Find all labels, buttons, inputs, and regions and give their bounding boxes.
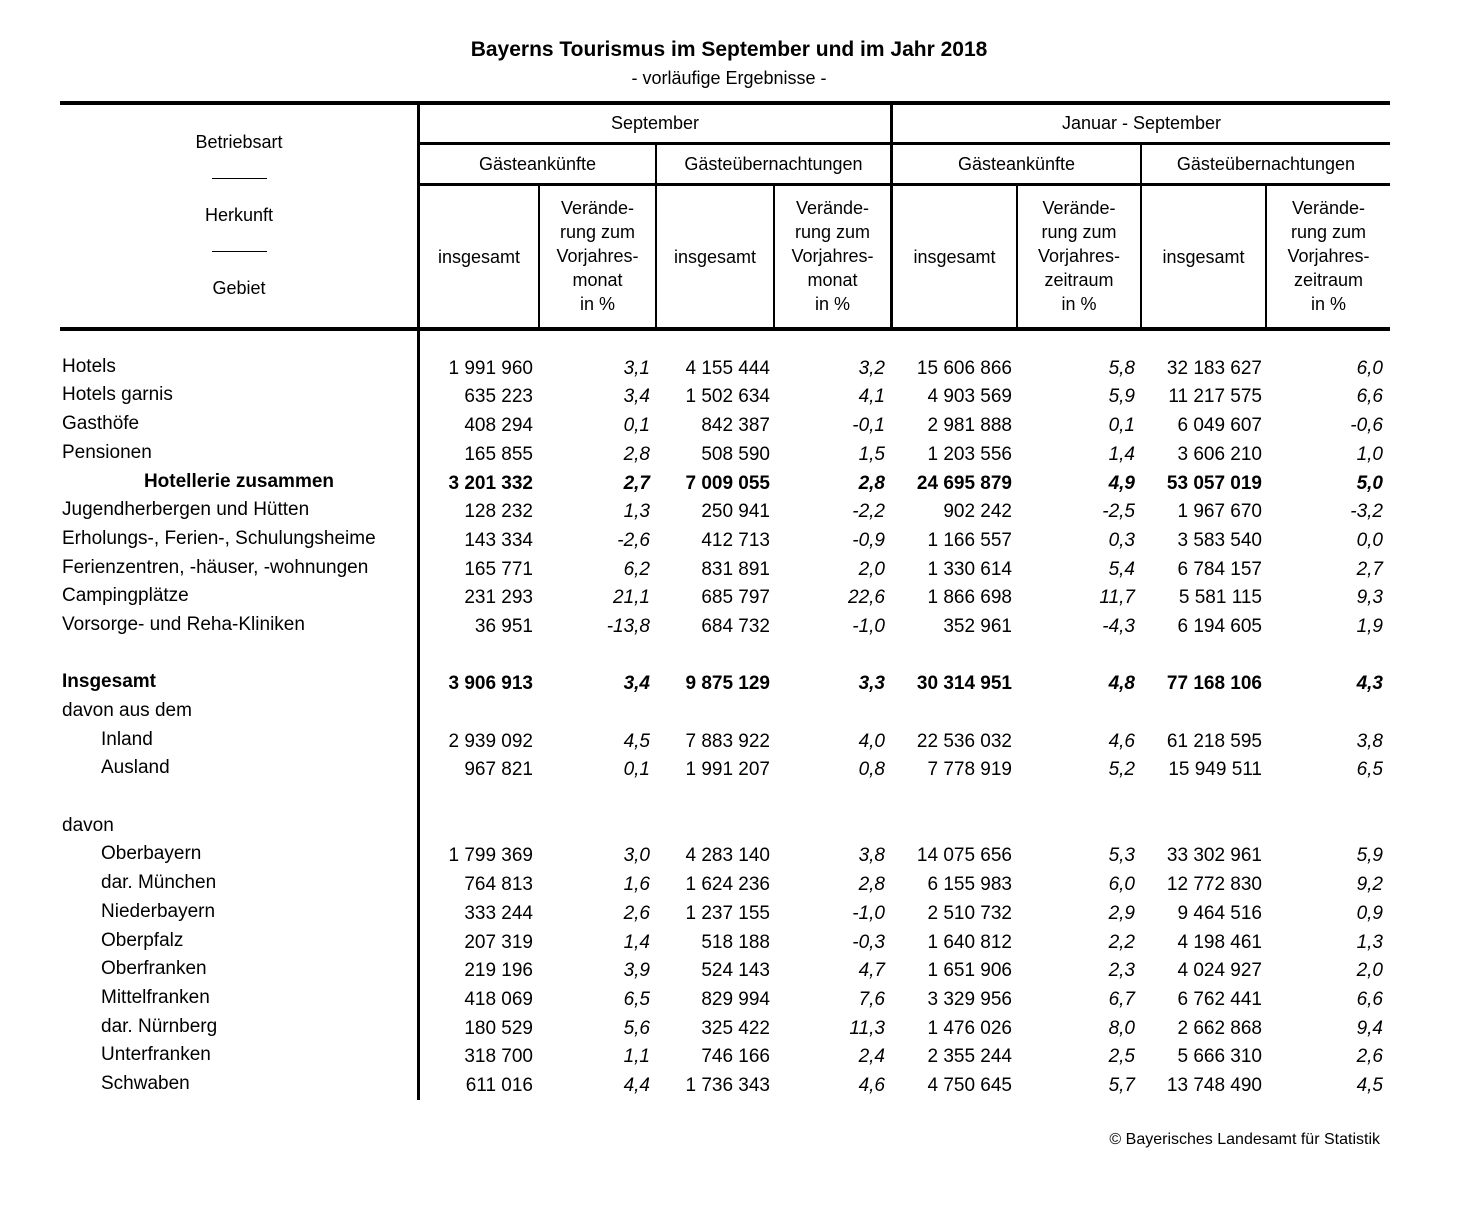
row-label: dar. München xyxy=(101,872,217,893)
total-cell: 24 695 879 xyxy=(916,473,1012,494)
stub-header-herkunft: Herkunft xyxy=(204,205,274,225)
change-cell: 3,9 xyxy=(623,960,650,981)
total-cell: 1 991 207 xyxy=(685,759,770,780)
total-cell: 143 334 xyxy=(464,530,533,551)
change-cell: 5,4 xyxy=(1108,559,1135,580)
total-cell: 33 302 961 xyxy=(1166,845,1262,866)
change-cell: 1,9 xyxy=(1356,616,1383,637)
change-cell: 2,8 xyxy=(858,473,885,494)
change-cell: 3,4 xyxy=(623,673,650,694)
total-cell: 14 075 656 xyxy=(916,845,1012,866)
total-cell: 9 464 516 xyxy=(1177,903,1262,924)
col-header-total-2: insgesamt xyxy=(673,247,757,267)
change-cell: 2,7 xyxy=(1356,559,1383,580)
change-cell: 3,3 xyxy=(858,673,885,694)
total-cell: 967 821 xyxy=(464,759,533,780)
row-label: Jugendherbergen und Hütten xyxy=(62,499,310,520)
change-cell: 0,8 xyxy=(858,759,885,780)
change-cell: 6,7 xyxy=(1108,989,1135,1010)
change-cell: 9,2 xyxy=(1356,874,1383,895)
row-label: Oberpfalz xyxy=(101,930,184,951)
total-cell: 11 217 575 xyxy=(1168,386,1262,407)
row-label: Hotellerie zusammen xyxy=(143,471,335,492)
table-row xyxy=(60,442,1390,468)
row-label: Niederbayern xyxy=(101,901,216,922)
row-label: dar. Nürnberg xyxy=(101,1016,218,1037)
total-cell: 4 155 444 xyxy=(685,358,770,379)
total-cell: 418 069 xyxy=(464,989,533,1010)
change-cell: 2,3 xyxy=(1108,960,1135,981)
change-cell: 1,0 xyxy=(1356,444,1383,465)
change-cell: 1,3 xyxy=(623,501,650,522)
row-label: davon aus dem xyxy=(62,700,192,721)
total-cell: 1 203 556 xyxy=(927,444,1012,465)
change-cell: 2,6 xyxy=(1356,1046,1383,1067)
change-cell: 5,0 xyxy=(1356,473,1383,494)
change-cell: 4,1 xyxy=(858,386,885,407)
change-cell: 6,6 xyxy=(1356,989,1383,1010)
total-cell: 6 784 157 xyxy=(1177,559,1262,580)
change-cell: 1,5 xyxy=(858,444,885,465)
total-cell: 1 237 155 xyxy=(685,903,770,924)
total-cell: 6 049 607 xyxy=(1177,415,1262,436)
row-label: Inland xyxy=(101,729,153,750)
change-cell: 6,5 xyxy=(1356,759,1383,780)
total-cell: 15 606 866 xyxy=(916,358,1012,379)
change-cell: 4,3 xyxy=(1356,673,1383,694)
table-row xyxy=(60,700,1390,726)
change-cell: 1,6 xyxy=(623,874,650,895)
change-cell: 5,8 xyxy=(1108,358,1135,379)
row-label: Gasthöfe xyxy=(62,413,140,434)
period-header-september: September xyxy=(610,113,700,133)
table-row xyxy=(60,671,1390,697)
change-cell: 22,6 xyxy=(848,587,885,608)
total-cell: 165 771 xyxy=(464,559,533,580)
total-cell: 4 750 645 xyxy=(927,1075,1012,1096)
total-cell: 352 961 xyxy=(943,616,1012,637)
change-cell: 1,3 xyxy=(1356,932,1383,953)
total-cell: 842 387 xyxy=(701,415,770,436)
row-label: Hotels xyxy=(62,356,116,377)
change-cell: -4,3 xyxy=(1102,616,1135,637)
change-cell: 1,1 xyxy=(623,1046,650,1067)
change-cell: 2,9 xyxy=(1108,903,1135,924)
change-cell: 6,2 xyxy=(623,559,650,580)
total-cell: 61 218 595 xyxy=(1166,731,1262,752)
table-row xyxy=(60,958,1390,984)
change-cell: 3,8 xyxy=(858,845,885,866)
total-cell: 36 951 xyxy=(474,616,533,637)
header-bottom-rule xyxy=(60,327,1390,331)
change-cell: 2,0 xyxy=(1356,960,1383,981)
table-row xyxy=(60,901,1390,927)
total-cell: 219 196 xyxy=(464,960,533,981)
stub-header-betriebsart: Betriebsart xyxy=(195,132,283,152)
table-row xyxy=(60,499,1390,525)
table-row xyxy=(60,872,1390,898)
total-cell: 318 700 xyxy=(464,1046,533,1067)
table-row xyxy=(60,843,1390,869)
change-cell: 2,4 xyxy=(858,1046,885,1067)
change-cell: 4,4 xyxy=(623,1075,650,1096)
group-header-nights-sep: Gästeübernachtungen xyxy=(684,154,863,174)
total-cell: 7 778 919 xyxy=(927,759,1012,780)
change-cell: -2,5 xyxy=(1102,501,1135,522)
col-header-change-3: Verände- rung zum Vorjahres- zeitraum in % xyxy=(1037,198,1121,314)
total-cell: 333 244 xyxy=(464,903,533,924)
row-label: Erholungs-, Ferien-, Schulungsheime xyxy=(62,528,376,549)
group-header-arrivals-sep: Gästeankünfte xyxy=(478,154,597,174)
change-cell: 0,9 xyxy=(1356,903,1383,924)
total-cell: 6 762 441 xyxy=(1177,989,1262,1010)
stub-separator-2 xyxy=(212,251,267,252)
total-cell: 325 422 xyxy=(701,1018,770,1039)
change-cell: 0,1 xyxy=(1108,415,1135,436)
total-cell: 231 293 xyxy=(464,587,533,608)
change-cell: 11,7 xyxy=(1099,587,1135,608)
total-cell: 3 201 332 xyxy=(448,473,533,494)
row-label: Hotels garnis xyxy=(62,384,173,405)
change-cell: 4,5 xyxy=(1356,1075,1383,1096)
change-cell: 11,3 xyxy=(849,1018,885,1039)
table-row xyxy=(60,528,1390,554)
change-cell: 6,6 xyxy=(1356,386,1383,407)
col-header-total-3: insgesamt xyxy=(913,247,996,267)
change-cell: -0,3 xyxy=(852,932,885,953)
change-cell: 5,7 xyxy=(1108,1075,1135,1096)
total-cell: 611 016 xyxy=(465,1075,533,1096)
change-cell: 3,2 xyxy=(858,358,885,379)
total-cell: 524 143 xyxy=(701,960,770,981)
table-row xyxy=(60,1016,1390,1042)
total-cell: 12 772 830 xyxy=(1166,874,1262,895)
table-row xyxy=(60,585,1390,611)
table-row xyxy=(60,356,1390,382)
total-cell: 508 590 xyxy=(701,444,770,465)
group-rule xyxy=(420,183,1390,186)
row-label: Ferienzentren, -häuser, -wohnungen xyxy=(62,557,369,578)
change-cell: 21,1 xyxy=(613,587,650,608)
total-cell: 2 510 732 xyxy=(927,903,1012,924)
total-cell: 13 748 490 xyxy=(1166,1075,1262,1096)
change-cell: 6,5 xyxy=(623,989,650,1010)
period-header-jan-sep: Januar - September xyxy=(1061,113,1222,133)
change-cell: 5,3 xyxy=(1108,845,1135,866)
row-label: Mittelfranken xyxy=(101,987,210,1008)
total-cell: 1 651 906 xyxy=(927,960,1012,981)
total-cell: 3 606 210 xyxy=(1177,444,1262,465)
total-cell: 4 283 140 xyxy=(685,845,770,866)
total-cell: 685 797 xyxy=(701,587,770,608)
table-row xyxy=(60,471,1390,497)
total-cell: 1 640 812 xyxy=(927,932,1012,953)
change-cell: 5,2 xyxy=(1108,759,1135,780)
change-cell: -0,6 xyxy=(1350,415,1383,436)
total-cell: 15 949 511 xyxy=(1168,759,1262,780)
change-cell: -0,9 xyxy=(852,530,885,551)
total-cell: 1 476 026 xyxy=(927,1018,1012,1039)
total-cell: 408 294 xyxy=(464,415,533,436)
change-cell: 2,0 xyxy=(858,559,885,580)
total-cell: 2 662 868 xyxy=(1177,1018,1262,1039)
table-row xyxy=(60,729,1390,755)
group-header-nights-ytd: Gästeübernachtungen xyxy=(1176,154,1356,174)
change-cell: 0,1 xyxy=(623,759,650,780)
total-cell: 1 166 557 xyxy=(927,530,1012,551)
change-cell: 3,8 xyxy=(1356,731,1383,752)
stub-header-gebiet: Gebiet xyxy=(212,278,266,298)
change-cell: 2,7 xyxy=(623,473,650,494)
col-header-total-1: insgesamt xyxy=(437,247,521,267)
total-cell: 4 903 569 xyxy=(927,386,1012,407)
total-cell: 829 994 xyxy=(701,989,770,1010)
total-cell: 250 941 xyxy=(701,501,770,522)
row-label: Oberbayern xyxy=(101,843,202,864)
change-cell: 3,1 xyxy=(623,358,650,379)
stub-separator-1 xyxy=(212,178,267,179)
col-header-change-2: Verände- rung zum Vorjahres- monat in % xyxy=(791,198,874,314)
row-label: Unterfranken xyxy=(101,1044,211,1065)
change-cell: 5,9 xyxy=(1108,386,1135,407)
change-cell: -0,1 xyxy=(852,415,885,436)
copyright-footer: © Bayerisches Landesamt für Statistik xyxy=(1109,1131,1380,1148)
change-cell: 9,3 xyxy=(1356,587,1383,608)
change-cell: 7,6 xyxy=(858,989,885,1010)
table-row xyxy=(60,930,1390,956)
total-cell: 165 855 xyxy=(464,444,533,465)
total-cell: 128 232 xyxy=(464,501,533,522)
change-cell: 4,5 xyxy=(623,731,650,752)
total-cell: 6 155 983 xyxy=(927,874,1012,895)
total-cell: 635 223 xyxy=(464,386,533,407)
change-cell: 0,3 xyxy=(1108,530,1135,551)
change-cell: 3,4 xyxy=(623,386,650,407)
total-cell: 746 166 xyxy=(701,1046,770,1067)
total-cell: 4 198 461 xyxy=(1177,932,1262,953)
total-cell: 7 009 055 xyxy=(685,473,770,494)
total-cell: 2 355 244 xyxy=(927,1046,1012,1067)
total-cell: 3 583 540 xyxy=(1177,530,1262,551)
table-row xyxy=(60,987,1390,1013)
change-cell: 8,0 xyxy=(1108,1018,1135,1039)
total-cell: 4 024 927 xyxy=(1177,960,1262,981)
change-cell: 1,4 xyxy=(1108,444,1135,465)
table-row xyxy=(60,1073,1390,1099)
change-cell: 6,0 xyxy=(1356,358,1383,379)
total-cell: 22 536 032 xyxy=(916,731,1012,752)
page-subtitle: - vorläufige Ergebnisse - xyxy=(631,68,827,88)
total-cell: 2 939 092 xyxy=(448,731,533,752)
row-label: Ausland xyxy=(101,757,170,778)
total-cell: 1 967 670 xyxy=(1177,501,1262,522)
period-rule xyxy=(420,142,1390,145)
row-label: Pensionen xyxy=(62,442,152,463)
change-cell: 4,6 xyxy=(858,1075,885,1096)
change-cell: 6,0 xyxy=(1108,874,1135,895)
table-row xyxy=(60,757,1390,783)
change-cell: 5,9 xyxy=(1356,845,1383,866)
table-row xyxy=(60,557,1390,583)
total-cell: 9 875 129 xyxy=(685,673,770,694)
change-cell: 4,8 xyxy=(1108,673,1135,694)
period-divider xyxy=(890,101,893,331)
change-cell: 1,4 xyxy=(623,932,650,953)
change-cell: 9,4 xyxy=(1356,1018,1383,1039)
total-cell: 1 502 634 xyxy=(685,386,770,407)
total-cell: 831 891 xyxy=(701,559,770,580)
total-cell: 6 194 605 xyxy=(1177,616,1262,637)
change-cell: 3,0 xyxy=(623,845,650,866)
total-cell: 2 981 888 xyxy=(927,415,1012,436)
table-top-rule xyxy=(60,101,1390,105)
total-cell: 3 329 956 xyxy=(927,989,1012,1010)
row-label: Insgesamt xyxy=(62,671,156,692)
change-cell: 0,0 xyxy=(1356,530,1383,551)
group-header-arrivals-ytd: Gästeankünfte xyxy=(957,154,1076,174)
change-cell: 4,9 xyxy=(1108,473,1135,494)
change-cell: 0,1 xyxy=(623,415,650,436)
total-cell: 412 713 xyxy=(701,530,770,551)
page-title: Bayerns Tourismus im September und im Jahr 2018 xyxy=(470,38,988,61)
total-cell: 180 529 xyxy=(464,1018,533,1039)
row-label: Oberfranken xyxy=(101,958,207,979)
total-cell: 1 799 369 xyxy=(448,845,533,866)
col-header-change-4: Verände- rung zum Vorjahres- zeitraum in % xyxy=(1287,198,1370,314)
row-label: Campingplätze xyxy=(62,585,189,606)
total-cell: 1 736 343 xyxy=(685,1075,770,1096)
total-cell: 518 188 xyxy=(701,932,770,953)
total-cell: 77 168 106 xyxy=(1166,673,1262,694)
change-cell: 2,8 xyxy=(623,444,650,465)
change-cell: 5,6 xyxy=(623,1018,650,1039)
change-cell: -2,2 xyxy=(852,501,885,522)
change-cell: 2,5 xyxy=(1108,1046,1135,1067)
table-row xyxy=(60,614,1390,640)
total-cell: 53 057 019 xyxy=(1166,473,1262,494)
total-cell: 684 732 xyxy=(701,616,770,637)
total-cell: 902 242 xyxy=(943,501,1012,522)
row-label: davon xyxy=(62,815,114,836)
col-header-total-4: insgesamt xyxy=(1162,247,1245,267)
change-cell: 4,0 xyxy=(858,731,885,752)
total-cell: 1 624 236 xyxy=(685,874,770,895)
total-cell: 30 314 951 xyxy=(916,673,1012,694)
total-cell: 1 866 698 xyxy=(927,587,1012,608)
change-cell: 2,8 xyxy=(858,874,885,895)
table-row xyxy=(60,413,1390,439)
change-cell: 4,7 xyxy=(858,960,885,981)
change-cell: 2,6 xyxy=(623,903,650,924)
row-label: Schwaben xyxy=(101,1073,190,1094)
table-row xyxy=(60,384,1390,410)
total-cell: 5 666 310 xyxy=(1177,1046,1262,1067)
col-header-change-1: Verände- rung zum Vorjahres- monat in % xyxy=(556,198,639,314)
total-cell: 207 319 xyxy=(464,932,533,953)
total-cell: 32 183 627 xyxy=(1166,358,1262,379)
change-cell: -13,8 xyxy=(606,616,650,637)
total-cell: 1 330 614 xyxy=(927,559,1012,580)
total-cell: 1 991 960 xyxy=(448,358,533,379)
change-cell: -2,6 xyxy=(617,530,650,551)
total-cell: 3 906 913 xyxy=(448,673,533,694)
change-cell: -1,0 xyxy=(852,616,885,637)
change-cell: 2,2 xyxy=(1108,932,1135,953)
change-cell: -1,0 xyxy=(852,903,885,924)
table-row xyxy=(60,815,1390,841)
total-cell: 764 813 xyxy=(464,874,533,895)
total-cell: 7 883 922 xyxy=(685,731,770,752)
change-cell: 4,6 xyxy=(1108,731,1135,752)
table-row xyxy=(60,1044,1390,1070)
total-cell: 5 581 115 xyxy=(1178,587,1262,608)
change-cell: -3,2 xyxy=(1350,501,1383,522)
row-label: Vorsorge- und Reha-Kliniken xyxy=(62,614,305,635)
